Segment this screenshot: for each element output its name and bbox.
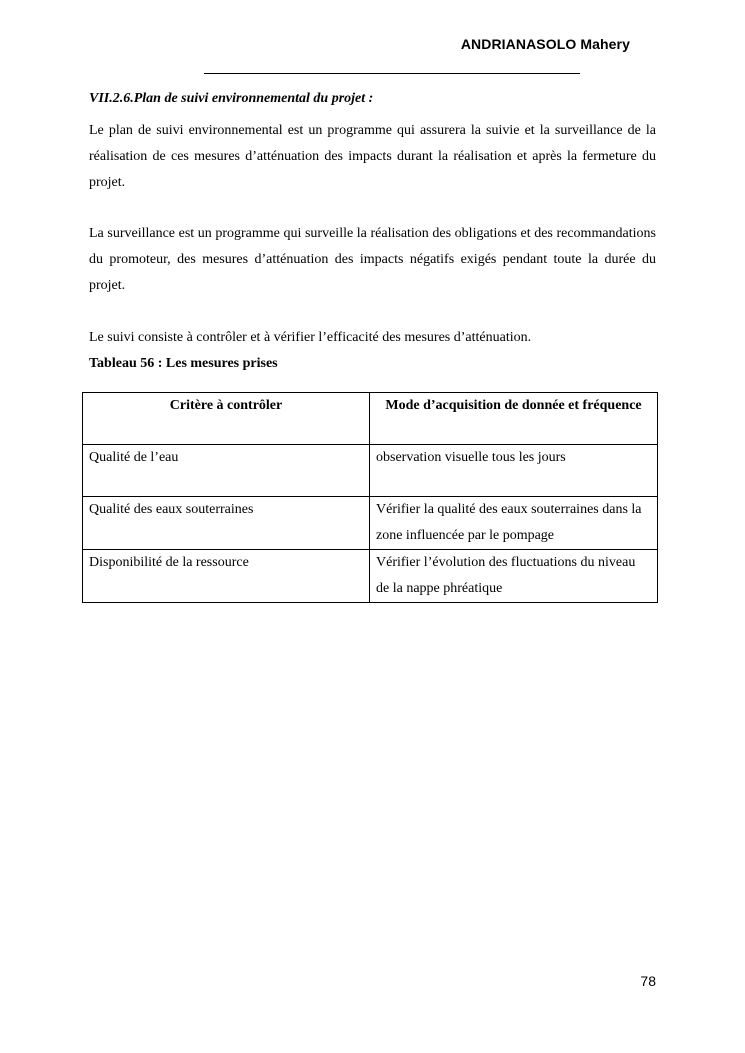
header-divider (204, 73, 580, 74)
table-header-row (83, 393, 658, 445)
table-cell-mode: Vérifier la qualité des eaux souterraines dans la zone influencée par le pompage (370, 497, 658, 550)
table-cell-mode: Vérifier l’évolution des fluctuations du niveau de la nappe phréatique (370, 550, 658, 603)
table-cell-critere: Qualité des eaux souterraines (83, 497, 370, 550)
paragraph-plan-suivi: Le plan de suivi environnemental est un programme qui assurera la suivie et la surveillance de la réalisation de ces mesures d’atténuation des impacts durant la réalisation et après la fermeture du projet. (89, 123, 656, 190)
measures-table (82, 392, 658, 603)
section-title: VII.2.6.Plan de suivi environnemental du projet : (89, 91, 374, 106)
table-cell-mode: observation visuelle tous les jours (370, 445, 658, 497)
table-caption: Tableau 56 : Les mesures prises (89, 356, 278, 371)
table-row (83, 497, 658, 550)
table-cell-critere: Disponibilité de la ressource (83, 550, 370, 603)
column-header-mode-acquisition: Mode d’acquisition de donnée et fréquence (370, 393, 658, 445)
table-cell-critere: Qualité de l’eau (83, 445, 370, 497)
paragraph-suivi: Le suivi consiste à contrôler et à vérifier l’efficacité des mesures d’atténuation. (89, 330, 532, 345)
table-row (83, 445, 658, 497)
column-header-critere: Critère à contrôler (83, 393, 370, 445)
header-author: ANDRIANASOLO Mahery (460, 36, 630, 52)
page-number: 78 (640, 973, 656, 989)
table-row (83, 550, 658, 603)
paragraph-surveillance: La surveillance est un programme qui surveille la réalisation des obligations et des recommandations du promoteur, des mesures d’atténuation des impacts négatifs exigés pendant toute la durée du projet. (89, 226, 656, 293)
